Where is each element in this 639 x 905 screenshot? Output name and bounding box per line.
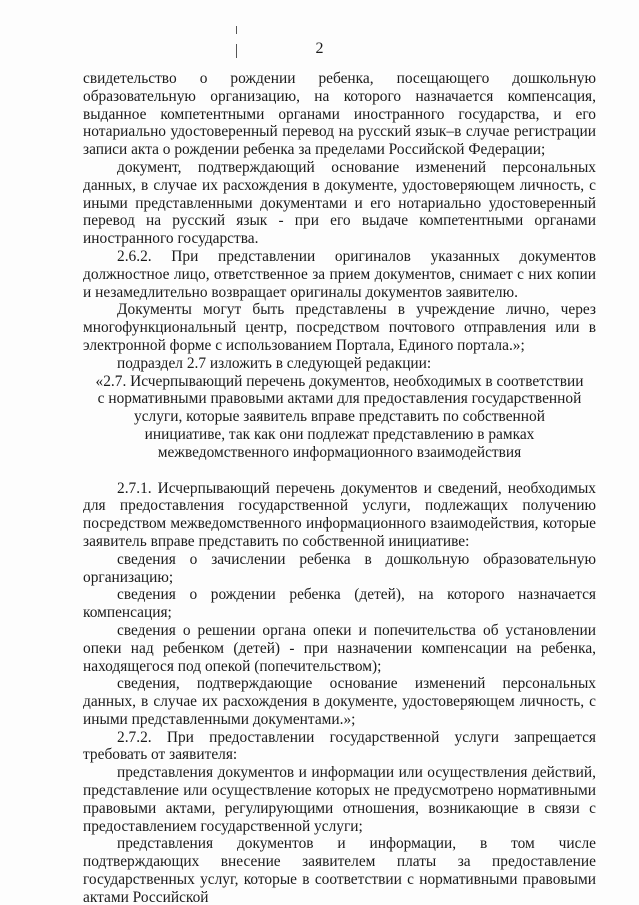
paragraph: сведения о рождении ребенка (детей), на которого назначается компенсация; [83,586,596,622]
paragraph: представления документов и информации, в том числе подтверждающих внесение заявителем платы за предоставление государственных услуг, которые в соответствии с нормативными правовыми актами Российской [83,835,596,905]
paragraph: 2.6.2. При представлении оригиналов указанных документов должностное лицо, ответственное за прием документов, снимает с них копии и незамедлительно возвращает оригиналы документов заявителю. [83,247,596,301]
document-body [83,70,596,905]
paragraph: документ, подтверждающий основание изменений персональных данных, в случае их расхождения в документе, удостоверяющем личность, с иными представленными документами и его нотариально удостоверенный перевод на русский язык - при его выдаче компетентными органами иностранного государства. [83,158,596,248]
section-heading: «2.7. Исчерпывающий перечень документов, необходимых в соответствии с нормативными правовыми актами для предоставления государственной услуги, которые заявитель вправе представить по собственной инициативе, так как они подлежат представлению в рамках межведомственного информационного взаимодействия [95,372,584,461]
spacer [83,462,596,480]
paragraph: 2.7.1. Исчерпывающий перечень документов и сведений, необходимых для предоставления государственной услуги, подлежащих получению посредством межведомственного информационного взаимодействия, которые заявитель вправе представить по собственной инициативе: [83,479,596,550]
paragraph: 2.7.2. При предоставлении государственной услуги запрещается требовать от заявителя: [83,728,596,764]
scan-mark [236,26,237,34]
paragraph: Документы могут быть представлены в учреждение лично, через многофункциональный центр, посредством почтового отправления или в электронной форме с использованием Портала, Единого портала.»; [83,301,596,354]
paragraph: подраздел 2.7 изложить в следующей редакции: [117,354,432,372]
page-number: 2 [315,40,324,57]
paragraph: сведения о зачислении ребенка в дошкольную образовательную организацию; [83,550,596,586]
paragraph: сведения, подтверждающие основание изменений персональных данных, в случае их расхождения в документе, удостоверяющем личность, с иными представленными документами.»; [83,675,596,728]
paragraph: свидетельство о рождении ребенка, посещающего дошкольную образовательную организацию, на которого назначается компенсация, выданное компетентными органами иностранного государства, и его нотариально удостоверенный перевод на русский язык–в случае регистрации записи акта о рождении ребенка за пределами Российской Федерации; [83,70,596,159]
paragraph: представления документов и информации или осуществления действий, представление или осуществление которых не предусмотрено нормативными правовыми актами, регулирующими отношения, возникающие в связи с предоставлением государственной услуги; [83,764,596,835]
paragraph: сведения о решении органа опеки и попечительства об установлении опеки над ребенком (детей) - при назначении компенсации на ребенка, находящегося под опекой (попечительством); [83,621,596,675]
